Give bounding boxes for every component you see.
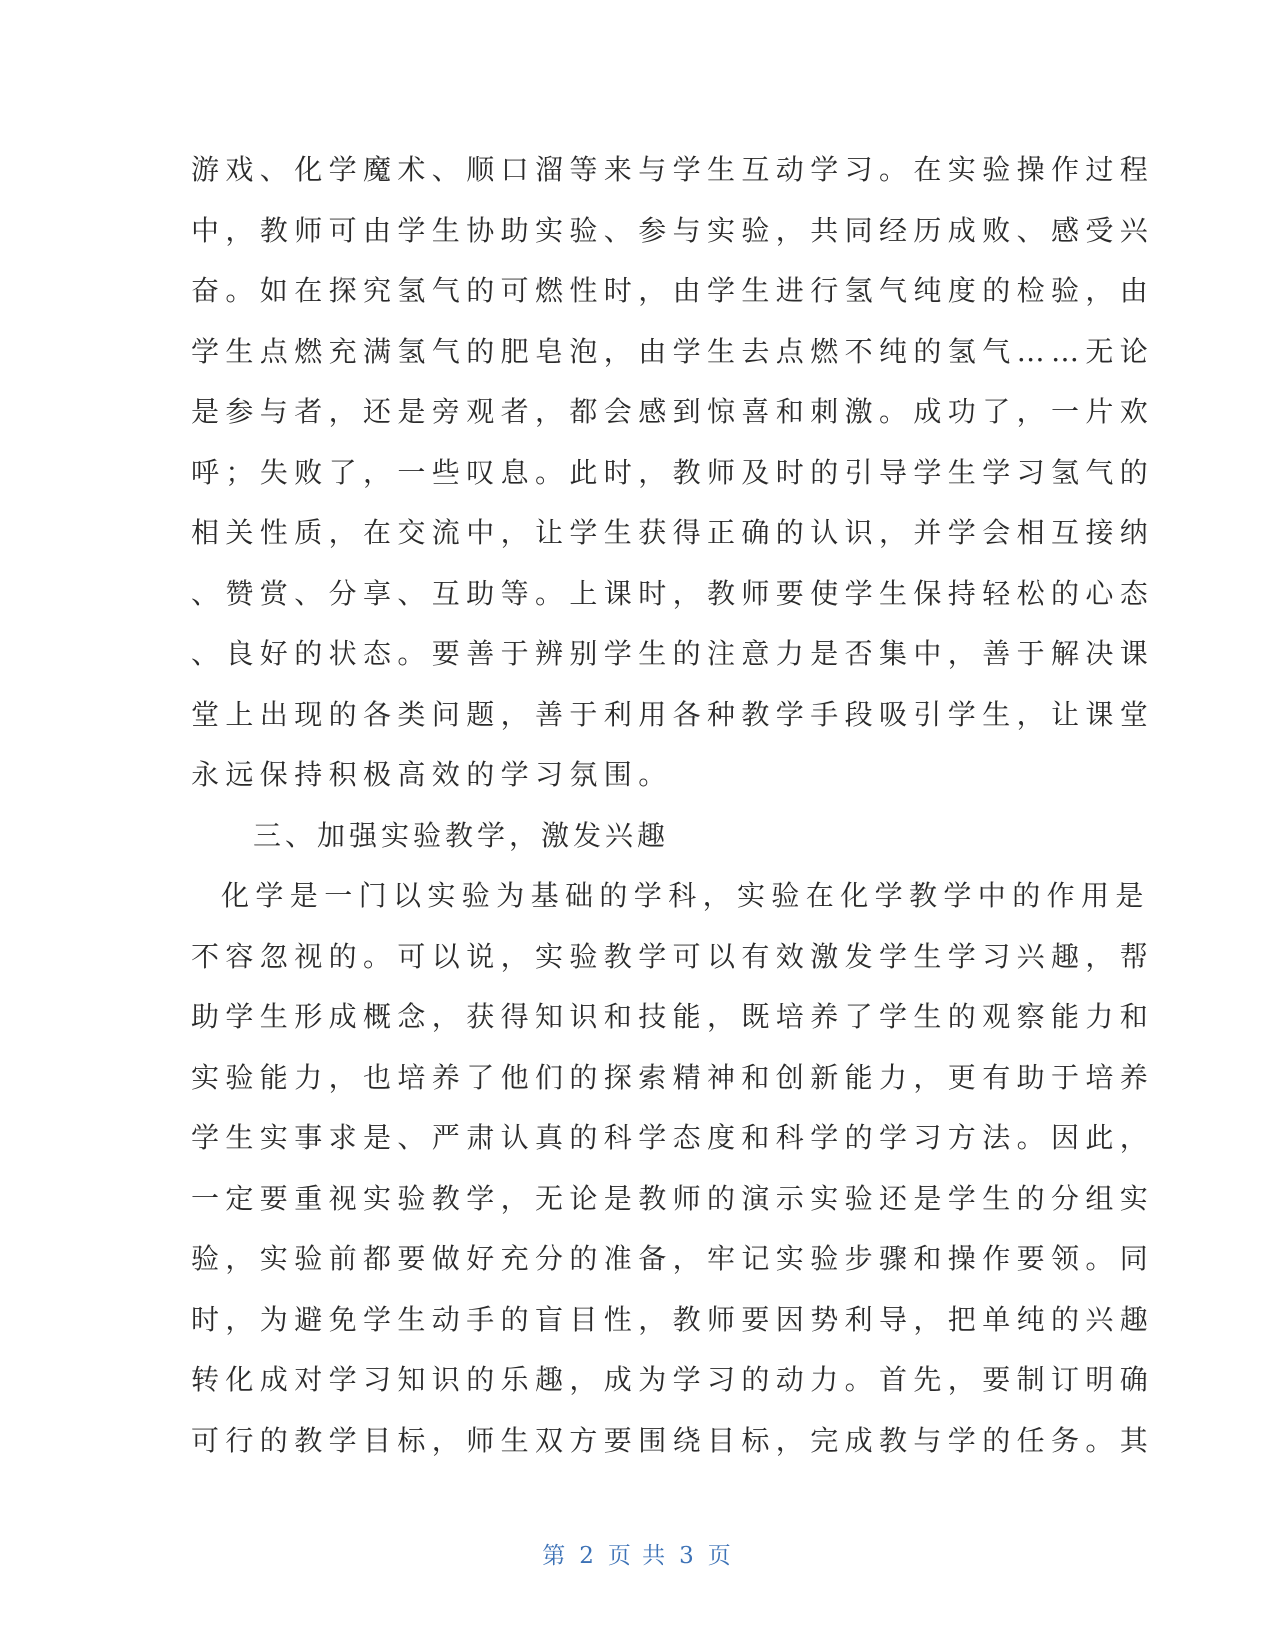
text-line: 永远保持积极高效的学习氛围。 [191, 758, 673, 791]
section-heading: 三、加强实验教学，激发兴趣 [253, 818, 670, 852]
text-line: 不容忽视的。可以说，实验教学可以有效激发学生学习兴趣，帮 [191, 939, 1155, 973]
current-page-number: 2 [579, 1543, 596, 1569]
document-body [191, 140, 1155, 1471]
text-line: 是参与者，还是旁观者，都会感到惊喜和刺激。成功了，一片欢 [191, 395, 1155, 428]
text-line: 奋。如在探究氢气的可燃性时，由学生进行氢气纯度的检验，由 [191, 274, 1155, 307]
text-line: 学生点燃充满氢气的肥皂泡，由学生去点燃不纯的氢气……无论 [191, 334, 1155, 368]
page-label-mid: 页 共 [607, 1543, 668, 1569]
page-label-suffix: 页 [707, 1543, 733, 1569]
text-line: 相关性质，在交流中，让学生获得正确的认识，并学会相互接纳 [191, 516, 1155, 549]
text-line: 游戏、化学魔术、顺口溜等来与学生互动学习。在实验操作过程 [191, 153, 1155, 186]
text-line: 时，为避免学生动手的盲目性，教师要因势利导，把单纯的兴趣 [191, 1302, 1155, 1336]
text-line: 呼；失败了，一些叹息。此时，教师及时的引导学生学习氢气的 [191, 455, 1155, 489]
text-line: 验，实验前都要做好充分的准备，牢记实验步骤和操作要领。同 [191, 1242, 1155, 1275]
text-line: 助学生形成概念，获得知识和技能，既培养了学生的观察能力和 [191, 1000, 1155, 1033]
total-page-number: 3 [679, 1543, 696, 1569]
page-label-prefix: 第 [542, 1543, 568, 1569]
text-line: 化学是一门以实验为基础的学科，实验在化学教学中的作用是 [221, 879, 1150, 912]
text-line: 、良好的状态。要善于辨别学生的注意力是否集中，善于解决课 [191, 637, 1155, 670]
text-line: 可行的教学目标，师生双方要围绕目标，完成教与学的任务。其 [191, 1423, 1155, 1457]
page-footer [0, 1537, 1275, 1570]
text-line: 中，教师可由学生协助实验、参与实验，共同经历成败、感受兴 [191, 213, 1155, 247]
text-line: 实验能力，也培养了他们的探索精神和创新能力，更有助于培养 [191, 1060, 1155, 1094]
text-line: 、赞赏、分享、互助等。上课时，教师要使学生保持轻松的心态 [191, 576, 1155, 610]
text-line: 一定要重视实验教学，无论是教师的演示实验还是学生的分组实 [191, 1181, 1155, 1215]
text-line: 学生实事求是、严肃认真的科学态度和科学的学习方法。因此， [191, 1121, 1155, 1154]
text-line: 堂上出现的各类问题，善于利用各种教学手段吸引学生，让课堂 [191, 697, 1155, 731]
text-line: 转化成对学习知识的乐趣，成为学习的动力。首先，要制订明确 [191, 1363, 1155, 1396]
